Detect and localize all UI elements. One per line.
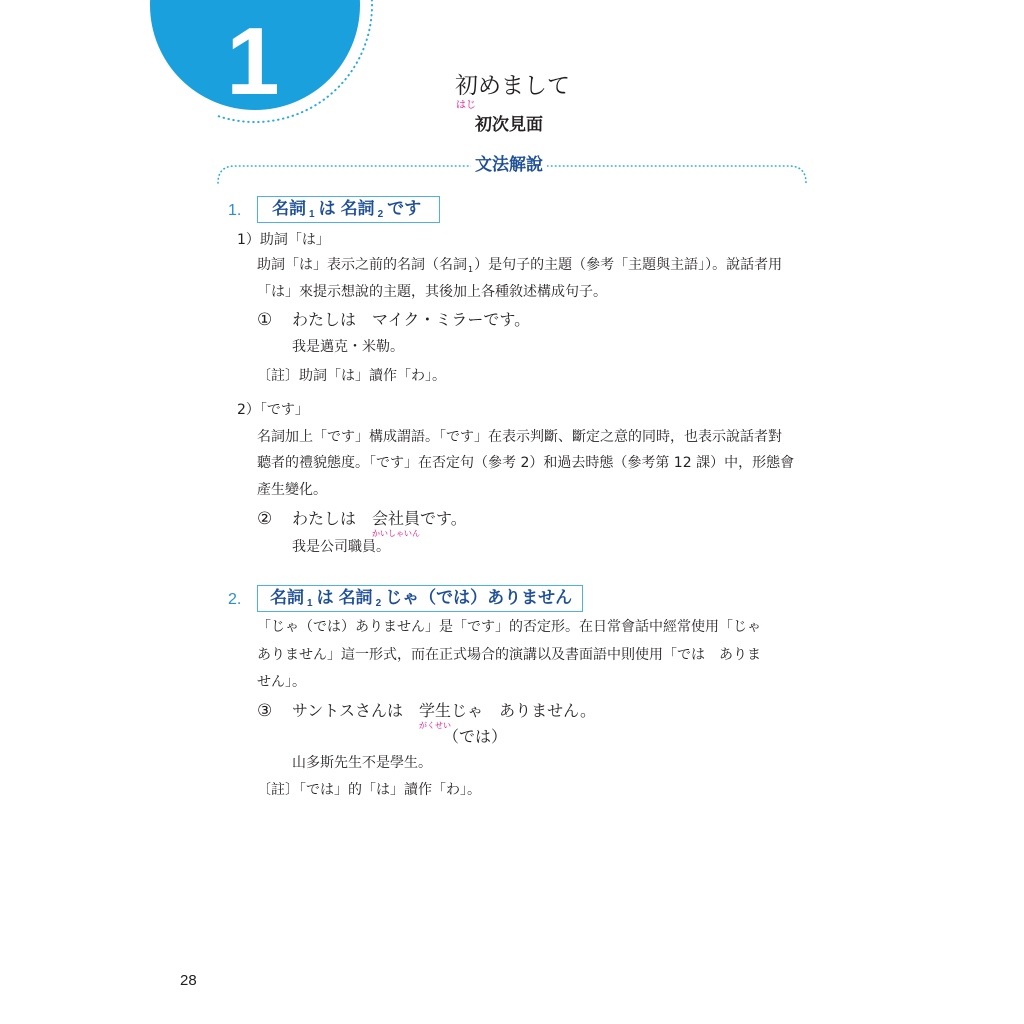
pattern-subscript: 2	[375, 598, 382, 609]
grammar-number: 2.	[228, 591, 242, 608]
pattern-subscript: 1	[307, 598, 313, 609]
ruby-base	[372, 509, 421, 538]
page-number: 28	[180, 972, 197, 989]
example-marker: ①	[257, 310, 273, 330]
pattern-noun: 名詞	[340, 199, 375, 219]
example-marker: ②	[257, 509, 273, 529]
example-japanese: サントスさんは	[292, 701, 420, 720]
grammar-pattern-box	[257, 585, 583, 612]
example-translation: 我是邁克・米勒。	[292, 339, 404, 355]
paragraph-line: 「じゃ（では）ありません」是「です」的否定形。在日常會話中經常使用「じゃ	[257, 619, 761, 635]
grammar-note: 〔註〕「では」的「は」讀作「わ」。	[257, 782, 481, 798]
pattern-noun: 名詞	[338, 588, 373, 608]
pattern-noun: 名詞	[272, 199, 306, 219]
paragraph-line	[257, 256, 782, 276]
example-marker: ③	[257, 701, 273, 721]
pattern-noun: 名詞	[270, 588, 304, 608]
lesson-title-japanese: 初めまして	[455, 73, 570, 99]
example-translation: 我是公司職員。	[292, 539, 390, 555]
example-sentence	[257, 310, 530, 330]
grammar-pattern-box	[257, 196, 440, 223]
grammar-number: 1.	[228, 202, 242, 219]
example-translation: 山多斯先生不是學生。	[292, 755, 432, 771]
example-sentence	[257, 509, 467, 538]
pattern-particle: は	[318, 199, 336, 219]
example-alternative: （では）	[443, 727, 508, 746]
point-heading: 2）「です」	[237, 402, 309, 418]
ruby-base-text: 会社員	[372, 509, 421, 528]
paragraph-line: ありません」這一形式，而在正式場合的演講以及書面語中則使用「では ありま	[257, 647, 761, 663]
lesson-title-furigana: はじ	[456, 100, 476, 111]
section-header: 文法解說	[471, 154, 547, 176]
lesson-title-chinese: 初次見面	[475, 115, 543, 135]
point-heading: 1）助詞「は」	[237, 232, 330, 248]
pattern-subscript: 1	[309, 209, 315, 220]
example-sentence	[257, 701, 597, 730]
paragraph-text: ）是句子的主題（參考「主題與主語」）。說話者用	[474, 257, 783, 273]
ruby-base	[419, 701, 452, 730]
pattern-ending: です	[387, 199, 422, 219]
grammar-note: 〔註〕助詞「は」讀作「わ」。	[257, 368, 446, 384]
paragraph-line: 聽者的禮貌態度。「です」在否定句（參考 2）和過去時態（參考第 12 課）中，形態會	[257, 455, 795, 471]
paragraph-line: せん」。	[257, 674, 306, 690]
pattern-particle: は	[316, 588, 334, 608]
ruby-base-text: 学生	[419, 701, 452, 720]
paragraph-line: 產生變化。	[257, 482, 327, 498]
example-japanese: です。	[420, 509, 467, 528]
paragraph-line: 「は」來提示想說的主題，其後加上各種敘述構成句子。	[257, 284, 607, 300]
paragraph-text: 助詞「は」表示之前的名詞（名詞	[257, 257, 467, 273]
furigana: がくせい	[419, 721, 452, 730]
example-japanese: わたしは マイク・ミラーです。	[292, 310, 531, 329]
lesson-number: 1	[226, 8, 280, 115]
furigana: かいしゃいん	[372, 529, 421, 538]
paragraph-line: 名詞加上「です」構成謂語。「です」在表示判斷、斷定之意的同時，也表示說話者對	[257, 429, 782, 445]
example-japanese: わたしは	[292, 509, 373, 528]
paragraph-subscript: 1	[468, 265, 474, 274]
pattern-ending: じゃ（では）ありません	[385, 588, 573, 608]
pattern-subscript: 2	[377, 209, 384, 220]
example-japanese: じゃ ありません。	[451, 701, 597, 720]
